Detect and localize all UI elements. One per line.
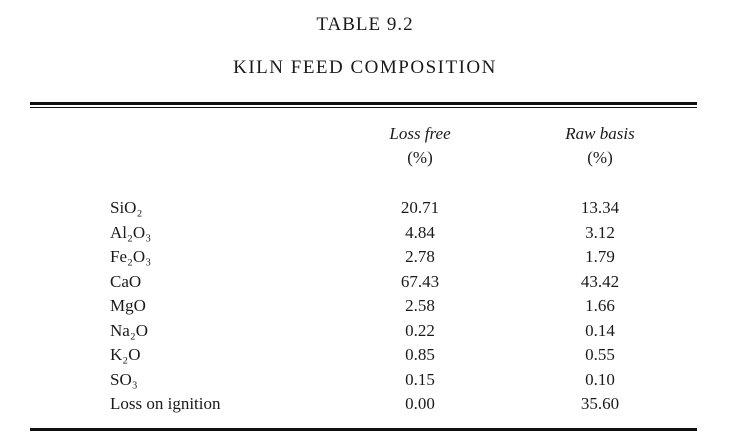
loss-free-value: 2.58	[405, 296, 435, 315]
raw-basis-value: 0.14	[585, 320, 615, 340]
compound-label: K₂O	[110, 345, 141, 364]
compound-label: Na₂O	[110, 320, 149, 340]
table-row	[0, 368, 740, 393]
table-row	[0, 221, 740, 246]
table-title: KILN FEED COMPOSITION	[233, 57, 497, 78]
column-header-raw-basis	[545, 122, 655, 170]
top-rule-thin	[30, 107, 697, 108]
table-row	[0, 245, 740, 270]
loss-free-value: 0.85	[405, 345, 435, 364]
table-row	[0, 270, 740, 295]
raw-basis-value: 43.42	[580, 271, 620, 291]
column-header-name: Loss free	[389, 124, 451, 143]
raw-basis-value: 0.10	[585, 369, 615, 389]
table-row	[0, 196, 740, 221]
column-header-loss-free	[370, 122, 470, 170]
table-row	[0, 319, 740, 344]
loss-free-value: 2.78	[405, 247, 435, 266]
compound-label: Fe₂O₃	[110, 247, 152, 266]
table-row	[0, 343, 740, 368]
compound-label: Al₂O₃	[110, 222, 152, 242]
compound-label: MgO	[110, 296, 146, 315]
column-header-unit: (%)	[587, 148, 613, 167]
column-header-unit: (%)	[407, 148, 433, 167]
raw-basis-value: 1.79	[585, 247, 615, 266]
raw-basis-value: 0.55	[585, 345, 615, 364]
bottom-rule	[30, 428, 697, 431]
raw-basis-value: 1.66	[585, 296, 615, 315]
loss-free-value: 4.84	[405, 222, 435, 242]
compound-label: CaO	[110, 271, 142, 291]
table-row	[0, 392, 740, 417]
loss-free-value: 0.22	[405, 320, 435, 340]
compound-label: SO₃	[110, 369, 138, 389]
loss-free-value: 0.00	[405, 394, 435, 413]
top-rule-thick	[30, 102, 697, 105]
loss-free-value: 0.15	[405, 369, 435, 389]
raw-basis-value: 13.34	[580, 198, 620, 217]
table-number: TABLE 9.2	[316, 14, 414, 35]
column-header-name: Raw basis	[565, 124, 635, 143]
compound-label: SiO₂	[110, 198, 143, 217]
loss-free-value: 67.43	[400, 271, 440, 291]
table-row	[0, 294, 740, 319]
table-body	[0, 196, 740, 417]
raw-basis-value: 35.60	[580, 394, 620, 413]
loss-free-value: 20.71	[400, 198, 440, 217]
compound-label: Loss on ignition	[110, 394, 221, 413]
raw-basis-value: 3.12	[585, 222, 615, 242]
